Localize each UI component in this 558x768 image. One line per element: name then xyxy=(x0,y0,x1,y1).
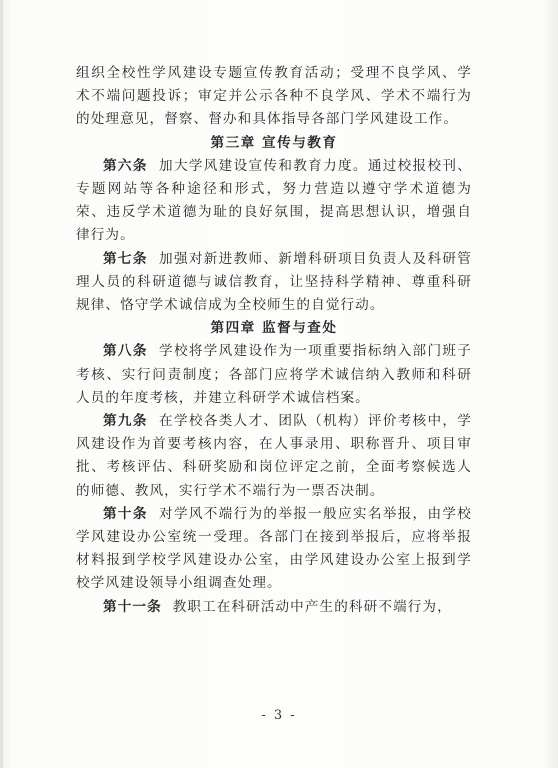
article-6-number: 第六条 xyxy=(103,157,148,174)
chapter-4-title: 第四章 监督与查处 xyxy=(210,320,338,337)
continued-paragraph: 组织全校性学风建设专题宣传教育活动；受理不良学风、学术不端问题投诉；审定并公示各种不良学风、学术不端行为的处理意见，督察、督办和具体指导各部门学风建设工作。 xyxy=(76,65,472,128)
article-9-number: 第九条 xyxy=(103,413,148,430)
article-8-text: 学校将学风建设作为一项重要指标纳入部门班子考核、实行问责制度；各部门应将学术诚信纳入教师和科研人员的年度考核，并建立科研学术诚信档案。 xyxy=(76,343,472,406)
page-number: - 3 - xyxy=(261,708,297,723)
article-6 xyxy=(76,155,472,248)
article-10-text: 对学风不端行为的举报一般应实名举报，由学校学风建设办公室统一受理。各部门在接到举报后，应将举报材料报到学校学风建设办公室，由学风建设办公室上报到学校学风建设领导小组调查处理。 xyxy=(76,505,472,592)
article-11-number: 第十一条 xyxy=(103,598,162,615)
article-7-text: 加强对新进教师、新增科研项目负责人及科研管理人员的科研道德与诚信教育，让坚持科学精神、尊重科研规律、恪守学术诚信成为全校师生的自觉行动。 xyxy=(76,250,472,314)
article-7-number: 第七条 xyxy=(103,250,148,267)
chapter-3-title: 第三章 宣传与教育 xyxy=(210,134,338,151)
article-9 xyxy=(76,410,472,503)
article-10 xyxy=(76,503,472,596)
document-body xyxy=(76,62,472,619)
article-9-text: 在学校各类人才、团队（机构）评价考核中，学风建设作为首要考核内容，在人事录用、职称晋升、项目审批、考核评估、科研奖励和岗位评定之前，全面考察候选人的师德、教风，实行学术不端行为一票否决制。 xyxy=(76,413,472,499)
article-8 xyxy=(76,340,472,410)
article-10-number: 第十条 xyxy=(103,505,148,522)
article-11-text: 教职工在科研活动中产生的科研不端行为， xyxy=(172,598,452,615)
article-11 xyxy=(76,596,472,619)
article-7 xyxy=(76,248,472,318)
scan-edge xyxy=(0,0,3,768)
article-6-text: 加大学风建设宣传和教育力度。通过校报校刊、专题网站等各种途径和形式，努力营造以遵守学术道德为荣、违反学术道德为耻的良好氛围，提高思想认识，增强自律行为。 xyxy=(76,157,472,244)
article-8-number: 第八条 xyxy=(103,343,148,360)
